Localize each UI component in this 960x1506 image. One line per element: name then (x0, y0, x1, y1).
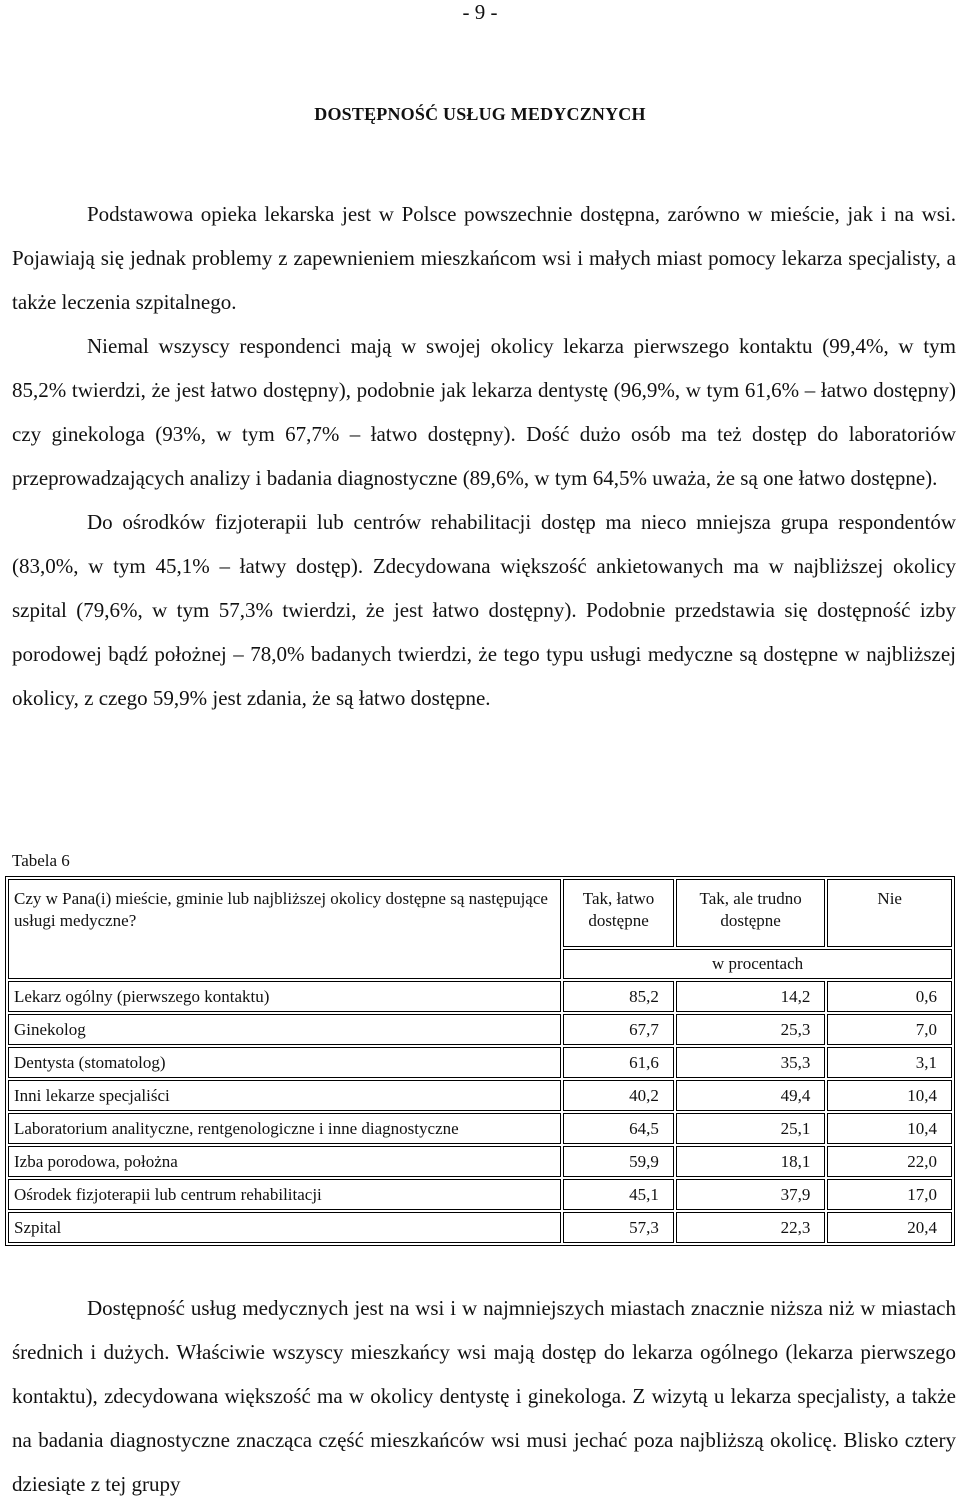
value-no: 17,0 (827, 1179, 952, 1210)
col-header-no: Nie (827, 879, 952, 947)
value-no: 7,0 (827, 1014, 952, 1045)
value-hard: 22,3 (676, 1212, 825, 1243)
body-text-top (12, 192, 956, 720)
table-row (8, 1146, 952, 1177)
value-easy: 67,7 (563, 1014, 674, 1045)
value-no: 22,0 (827, 1146, 952, 1177)
row-label: Ośrodek fizjoterapii lub centrum rehabilitacji (8, 1179, 561, 1210)
row-label: Izba porodowa, położna (8, 1146, 561, 1177)
paragraph: Dostępność usług medycznych jest na wsi i w najmniejszych miastach znacznie niższa niż w miastach średnich i dużych. Właściwie wszyscy mieszkańcy wsi mają dostęp do lekarza ogólnego (lekarza pierwszego kontaktu), zdecydowana większość ma w okolicy dentystę i ginekologa. Z wizytą u lekarza specjalisty, a także na badania diagnostyczne znacząca część mieszkańców wsi musi jechać poza najbliższą okolicę. Blisko cztery dziesiąte z tej grupy (12, 1296, 956, 1496)
value-hard: 37,9 (676, 1179, 825, 1210)
value-easy: 40,2 (563, 1080, 674, 1111)
body-text-bottom (12, 1286, 956, 1506)
table-row (8, 1014, 952, 1045)
row-label: Dentysta (stomatolog) (8, 1047, 561, 1078)
row-label: Lekarz ogólny (pierwszego kontaktu) (8, 981, 561, 1012)
table-row (8, 981, 952, 1012)
paragraph: Do ośrodków fizjoterapii lub centrów rehabilitacji dostęp ma nieco mniejsza grupa respondentów (83,0%, w tym 45,1% – łatwy dostęp). Zdecydowana większość ankietowanych ma w najbliższej okolicy szpital (79,6%, w tym 57,3% twierdzi, że jest łatwo dostępny). Podobnie przedstawia się dostępność izby porodowej bądź położnej – 78,0% badanych twierdzi, że tego typu usługi medyczne są dostępne w najbliższej okolicy, z czego 59,9% jest zdania, że są łatwo dostępne. (12, 510, 956, 710)
table-row (8, 1179, 952, 1210)
paragraph: Niemal wszyscy respondenci mają w swojej okolicy lekarza pierwszego kontaktu (99,4%, w tym 85,2% twierdzi, że jest łatwo dostępny), podobnie jak lekarza dentystę (96,9%, w tym 61,6% – łatwo dostępny) czy ginekologa (93%, w tym 67,7% – łatwo dostępny). Dość dużo osób ma też dostęp do laboratoriów przeprowadzających analizy i badania diagnostyczne (89,6%, w tym 64,5% uważa, że są one łatwo dostępne). (12, 334, 956, 490)
value-hard: 25,3 (676, 1014, 825, 1045)
value-hard: 14,2 (676, 981, 825, 1012)
table-row (8, 1080, 952, 1111)
value-hard: 25,1 (676, 1113, 825, 1144)
table-question-header: Czy w Pana(i) mieście, gminie lub najbliższej okolicy dostępne są następujące usługi medyczne? (8, 879, 561, 979)
col-header-hard: Tak, ale trudno dostępne (676, 879, 825, 947)
value-no: 0,6 (827, 981, 952, 1012)
paragraph: Podstawowa opieka lekarska jest w Polsce powszechnie dostępna, zarówno w mieście, jak i na wsi. Pojawiają się jednak problemy z zapewnieniem mieszkańcom wsi i małych miast pomocy lekarza specjalisty, a także leczenia szpitalnego. (12, 202, 956, 314)
value-easy: 61,6 (563, 1047, 674, 1078)
value-hard: 49,4 (676, 1080, 825, 1111)
value-easy: 64,5 (563, 1113, 674, 1144)
value-no: 3,1 (827, 1047, 952, 1078)
value-no: 10,4 (827, 1080, 952, 1111)
col-header-easy: Tak, łatwo dostępne (563, 879, 674, 947)
table-row (8, 1047, 952, 1078)
unit-header: w procentach (563, 949, 952, 979)
section-title: DOSTĘPNOŚĆ USŁUG MEDYCZNYCH (314, 104, 646, 124)
table-row (8, 1113, 952, 1144)
value-easy: 85,2 (563, 981, 674, 1012)
value-no: 20,4 (827, 1212, 952, 1243)
value-easy: 57,3 (563, 1212, 674, 1243)
table-caption: Tabela 6 (12, 851, 70, 870)
value-hard: 35,3 (676, 1047, 825, 1078)
row-label: Laboratorium analityczne, rentgenologiczne i inne diagnostyczne (8, 1113, 561, 1144)
value-easy: 59,9 (563, 1146, 674, 1177)
table-row (8, 1212, 952, 1243)
value-hard: 18,1 (676, 1146, 825, 1177)
row-label: Ginekolog (8, 1014, 561, 1045)
page-number: - 9 - (462, 0, 498, 24)
row-label: Inni lekarze specjaliści (8, 1080, 561, 1111)
data-table (5, 876, 955, 1246)
value-no: 10,4 (827, 1113, 952, 1144)
value-easy: 45,1 (563, 1179, 674, 1210)
row-label: Szpital (8, 1212, 561, 1243)
